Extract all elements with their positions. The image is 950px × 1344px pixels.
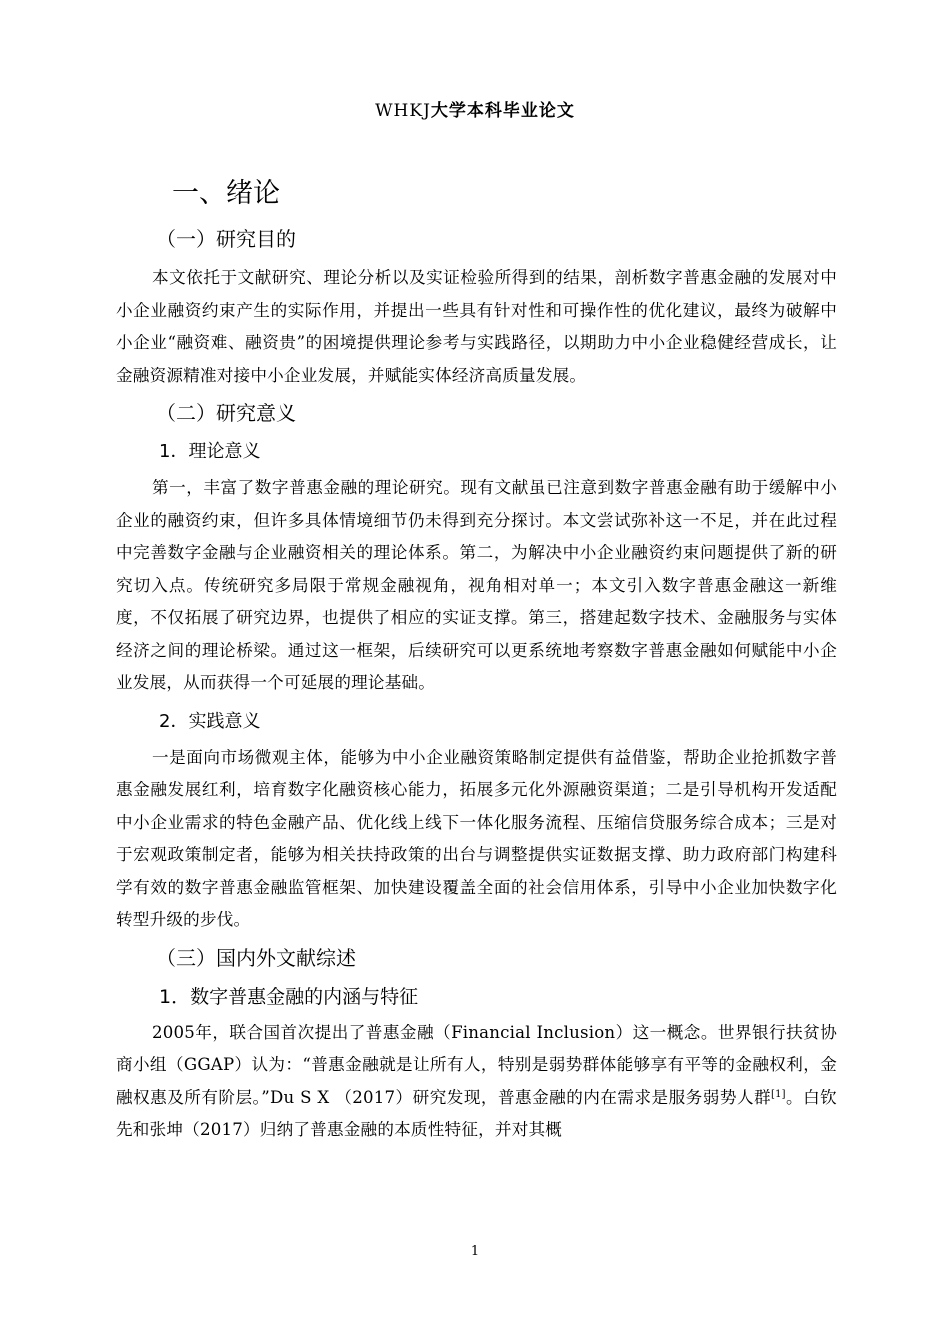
header-title: 大学本科毕业论文 <box>430 101 575 121</box>
paragraph-purpose: 本文依托于文献研究、理论分析以及实证检验所得到的结果，剖析数字普惠金融的发展对中小企业融资约束产生的实际作用，并提出一些具有针对性和可操作性的优化建议，最终为破解中小企业“融资难、融资贵”的困境提供理论参考与实践路径，以期助力中小企业稳健经营成长，让金融资源精准对接中小企业发展，并赋能实体经济高质量发展。 <box>116 268 837 385</box>
paragraph-practical: 一是面向市场微观主体，能够为中小企业融资策略制定提供有益借鉴，帮助企业抢抓数字普惠金融发展红利，培育数字化融资核心能力，拓展多元化外源融资渠道；二是引导机构开发适配中小企业需求的特色金融产品、优化线上线下一体化服务流程、压缩信贷服务综合成本；三是对于宏观政策制定者，能够为相关扶持政策的出台与调整提供实证数据支撑、助力政府部门构建科学有效的数字普惠金融监管框架、加快建设覆盖全面的社会信用体系，引导中小企业加快数字化转型升级的步伐。 <box>116 747 837 929</box>
chapter-title: 一、绪论 <box>172 178 280 209</box>
section-heading-significance: （二）研究意义 <box>156 401 296 425</box>
section-heading-purpose: （一）研究目的 <box>156 227 296 251</box>
section-heading-literature-review: （三）国内外文献综述 <box>156 945 356 970</box>
subsection-heading-theoretical: 1．理论意义 <box>159 441 261 462</box>
citation-ref[interactable]: [1] <box>771 1088 786 1100</box>
page-number: 1 <box>470 1244 480 1259</box>
subsection-heading-connotation: 1．数字普惠金融的内涵与特征 <box>159 985 419 1008</box>
paragraph-theoretical: 第一，丰富了数字普惠金融的理论研究。现有文献虽已注意到数字普惠金融有助于缓解中小企业的融资约束，但许多具体情境细节仍未得到充分探讨。本文尝试弥补这一不足，并在此过程中完善数字金融与企业融资相关的理论体系。第二，为解决中小企业融资约束问题提供了新的研究切入点。传统研究多局限于常规金融视角，视角相对单一；本文引入数字普惠金融这一新维度，不仅拓展了研究边界，也提供了相应的实证支撑。第三，搭建起数字技术、金融服务与实体经济之间的理论桥梁。通过这一框架，后续研究可以更系统地考察数字普惠金融如何赋能中小企业发展，从而获得一个可延展的理论基础。 <box>116 478 837 692</box>
paragraph-connotation-text-1: 2005年，联合国首次提出了普惠金融（Financial Inclusion）这一概念。世界银行扶贫协商小组（GGAP）认为：“普惠金融就是让所有人，特别是弱势群体能够享有平等的金融权利，金融权惠及所有阶层。”Du S X （2017）研究发现，普惠金融的内在需求是服务弱势人群 <box>116 1022 837 1107</box>
subsection-heading-practical: 2．实践意义 <box>159 710 261 732</box>
paragraph-connotation-text-2: 。白钦先和张坤（2017）归纳了普惠金融的本质性特征，并对其概 <box>116 1087 837 1139</box>
header-prefix: WHKJ <box>375 101 431 121</box>
paragraph-connotation <box>116 1017 837 1147</box>
body-content <box>116 172 837 1151</box>
running-header <box>0 96 950 121</box>
